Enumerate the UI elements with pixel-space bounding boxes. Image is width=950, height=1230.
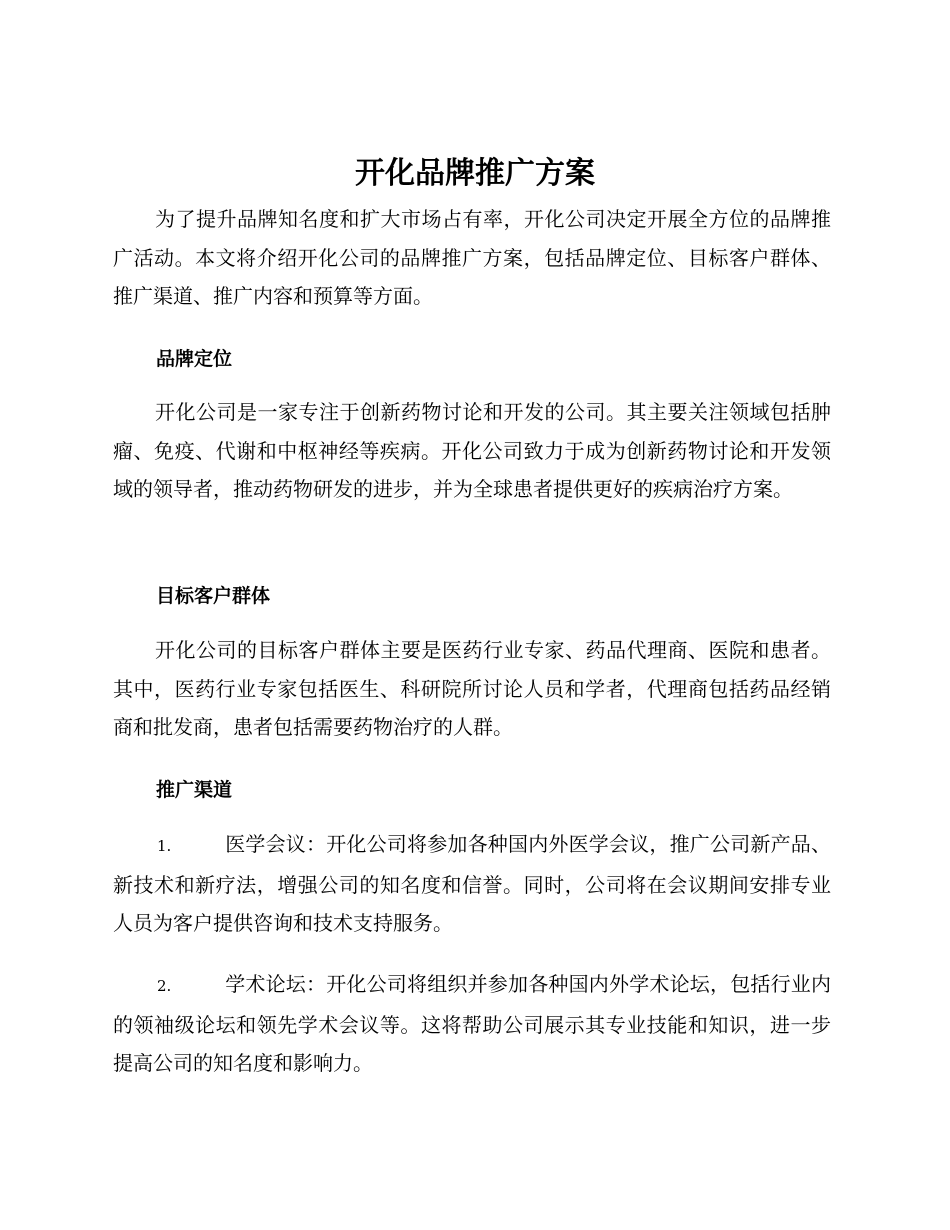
section-heading-promotion-channels: 推广渠道 bbox=[156, 779, 233, 801]
section-heading-brand-positioning: 品牌定位 bbox=[156, 348, 233, 370]
brand-positioning-paragraph: 开化公司是一家专注于创新药物讨论和开发的公司。其主要关注领域包括肿瘤、免疫、代谢和中枢神经等疾病。开化公司致力于成为创新药物讨论和开发领域的领导者，推动药物研发的进步，并为全球患者提供更好的疾病治疗方案。 bbox=[113, 400, 831, 501]
document-title: 开化品牌推广方案 bbox=[355, 156, 595, 191]
list-item bbox=[113, 825, 831, 943]
list-item bbox=[113, 965, 831, 1083]
list-item-number: 1. bbox=[157, 837, 172, 855]
list-item-number: 2. bbox=[157, 977, 172, 995]
section-heading-target-customers: 目标客户群体 bbox=[156, 585, 271, 607]
target-customers-paragraph: 开化公司的目标客户群体主要是医药行业专家、药品代理商、医院和患者。其中，医药行业专家包括医生、科研院所讨论人员和学者，代理商包括药品经销商和批发商，患者包括需要药物治疗的人群。 bbox=[113, 638, 831, 739]
intro-paragraph: 为了提升品牌知名度和扩大市场占有率，开化公司决定开展全方位的品牌推广活动。本文将介绍开化公司的品牌推广方案，包括品牌定位、目标客户群体、推广渠道、推广内容和预算等方面。 bbox=[113, 207, 831, 308]
list-item-text: 学术论坛：开化公司将组织并参加各种国内外学术论坛，包括行业内的领袖级论坛和领先学术会议等。这将帮助公司展示其专业技能和知识，进一步提高公司的知名度和影响力。 bbox=[113, 972, 831, 1075]
list-item-text: 医学会议：开化公司将参加各种国内外医学会议，推广公司新产品、新技术和新疗法，增强公司的知名度和信誉。同时，公司将在会议期间安排专业人员为客户提供咨询和技术支持服务。 bbox=[113, 832, 831, 935]
